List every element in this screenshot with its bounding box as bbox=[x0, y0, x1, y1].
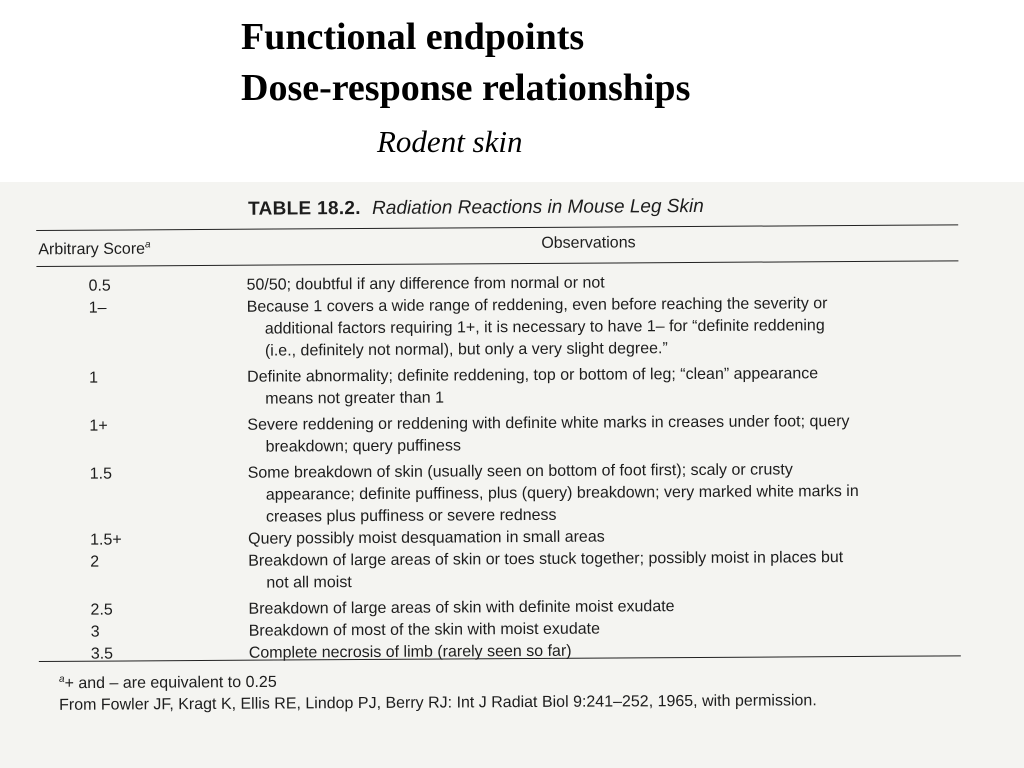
observation-line: Complete necrosis of limb (rarely seen so far) bbox=[248, 642, 572, 662]
score-cell: 1 bbox=[89, 369, 99, 387]
table-source: From Fowler JF, Kragt K, Ellis RE, Lindop PJ, Berry RJ: Int J Radiat Biol 9:241–252, 1965, with permission. bbox=[59, 692, 817, 715]
footnote-a-text: + and – are equivalent to 0.25 bbox=[64, 673, 277, 693]
table-row bbox=[38, 546, 962, 596]
observation-line: Breakdown of large areas of skin or toes stuck together; possibly moist in places but bbox=[248, 549, 844, 570]
observation-cell bbox=[249, 638, 963, 664]
score-cell: 1.5+ bbox=[90, 531, 122, 549]
observation-line: (i.e., definitely not normal), but only a very slight degree.” bbox=[264, 340, 668, 360]
header-observations: Observations bbox=[541, 234, 636, 252]
observation-line: breakdown; query puffiness bbox=[265, 437, 461, 456]
header-score-text: Arbitrary Score bbox=[38, 240, 146, 259]
table-row bbox=[37, 410, 961, 460]
observation-line: Breakdown of most of the skin with moist exudate bbox=[248, 620, 600, 640]
table-title: Radiation Reactions in Mouse Leg Skin bbox=[372, 195, 704, 219]
observation-line: Breakdown of large areas of skin with definite moist exudate bbox=[248, 598, 675, 618]
table-caption bbox=[248, 196, 704, 221]
observation-cell bbox=[248, 546, 962, 594]
score-cell: 1– bbox=[88, 299, 107, 317]
table-label: TABLE 18.2. bbox=[248, 198, 361, 220]
observation-cell bbox=[247, 292, 961, 362]
score-cell: 1.5 bbox=[89, 465, 113, 483]
header-arbitrary-score bbox=[38, 239, 150, 259]
observation-line: Definite abnormality; definite reddening, top or bottom of leg; “clean” appearance bbox=[247, 365, 819, 386]
observation-cell bbox=[247, 362, 961, 410]
observation-line: means not greater than 1 bbox=[265, 389, 445, 408]
observation-line: appearance; definite puffiness, plus (query) breakdown; very marked white marks in bbox=[265, 482, 859, 504]
table-body bbox=[36, 270, 962, 666]
table-row bbox=[37, 292, 961, 364]
observation-line: not all moist bbox=[266, 574, 352, 592]
footnote-a-mark: a bbox=[58, 673, 65, 685]
observation-line: creases plus puffiness or severe redness bbox=[265, 506, 557, 526]
observation-line: 50/50; doubtful if any difference from normal or not bbox=[246, 274, 605, 294]
slide-title bbox=[241, 12, 690, 113]
slide-title-line-2: Dose-response relationships bbox=[241, 66, 691, 109]
score-cell: 0.5 bbox=[88, 277, 111, 295]
score-cell: 1+ bbox=[89, 417, 108, 435]
table-row bbox=[38, 458, 962, 530]
observation-line: Query possibly moist desquamation in small areas bbox=[248, 528, 605, 548]
header-score-footnote-mark: a bbox=[144, 239, 151, 251]
observation-line: Some breakdown of skin (usually seen on bottom of foot first); scaly or crusty bbox=[247, 461, 793, 482]
observation-cell bbox=[247, 410, 961, 458]
slide-title-line-1: Functional endpoints bbox=[241, 16, 585, 58]
score-cell: 2.5 bbox=[90, 601, 113, 619]
table-row bbox=[37, 362, 961, 412]
slide-subtitle: Rodent skin bbox=[377, 124, 523, 159]
score-cell: 2 bbox=[90, 553, 100, 571]
table-footnotes bbox=[59, 664, 817, 717]
observation-line: Severe reddening or reddening with definite white marks in creases under foot; query bbox=[247, 413, 850, 434]
observation-line: additional factors requiring 1+, it is necessary to have 1– for “definite reddening bbox=[264, 317, 825, 338]
observation-cell bbox=[248, 458, 962, 528]
score-cell: 3 bbox=[90, 623, 100, 641]
score-cell: 3.5 bbox=[90, 645, 114, 663]
observation-line: Because 1 covers a wide range of reddening, even before reaching the severity or bbox=[246, 295, 828, 316]
